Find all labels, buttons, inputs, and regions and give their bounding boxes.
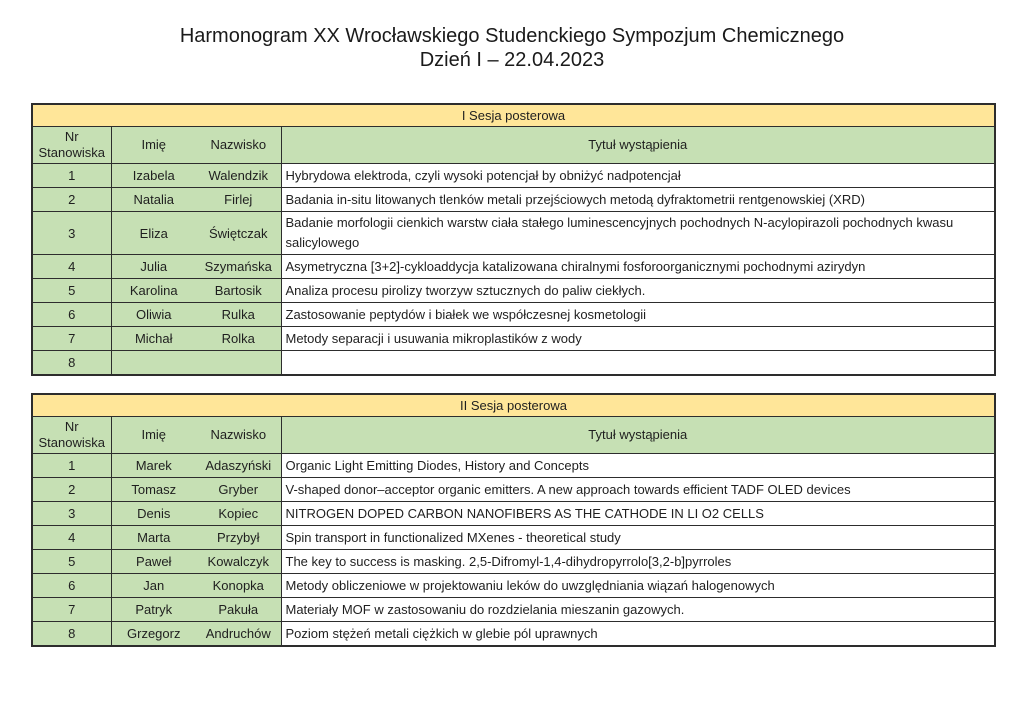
- first-name-cell: Marta: [111, 526, 196, 550]
- table-row: [32, 478, 995, 502]
- talk-title-cell: NITROGEN DOPED CARBON NANOFIBERS AS THE CATHODE IN LI O2 CELLS: [281, 502, 995, 526]
- first-name-cell: Karolina: [111, 279, 196, 303]
- station-number-cell: 3: [32, 502, 111, 526]
- column-header-last-name: Nazwisko: [196, 417, 281, 454]
- table-row: [32, 526, 995, 550]
- talk-title-cell: Badanie morfologii cienkich warstw ciała stałego luminescencyjnych pochodnych N-acylopirazoli pochodnych kwasu salicylowego: [281, 212, 995, 255]
- last-name-cell: Świętczak: [196, 212, 281, 255]
- station-number-cell: 2: [32, 478, 111, 502]
- talk-title-cell: Zastosowanie peptydów i białek we współczesnej kosmetologii: [281, 303, 995, 327]
- table-row: [32, 279, 995, 303]
- column-header-station-number: Nr Stanowiska: [32, 417, 111, 454]
- column-header-row: [32, 127, 995, 164]
- talk-title-cell: [281, 351, 995, 376]
- talk-title-cell: Metody obliczeniowe w projektowaniu leków do uwzględniania wiązań halogenowych: [281, 574, 995, 598]
- page-title: Harmonogram XX Wrocławskiego Studenckiego Sympozjum Chemicznego: [179, 25, 845, 47]
- first-name-cell: Izabela: [111, 164, 196, 188]
- talk-title-cell: The key to success is masking. 2,5-Difromyl-1,4-dihydropyrrolo[3,2-b]pyrroles: [281, 550, 995, 574]
- talk-title-cell: Metody separacji i usuwania mikroplastików z wody: [281, 327, 995, 351]
- last-name-cell: Adaszyński: [196, 454, 281, 478]
- talk-title-cell: Asymetryczna [3+2]-cykloaddycja katalizowana chiralnymi fosforoorganicznymi pochodnymi azirydyn: [281, 255, 995, 279]
- station-number-cell: 6: [32, 574, 111, 598]
- station-number-cell: 4: [32, 255, 111, 279]
- first-name-cell: Marek: [111, 454, 196, 478]
- talk-title-cell: Materiały MOF w zastosowaniu do rozdzielania mieszanin gazowych.: [281, 598, 995, 622]
- table-row: [32, 164, 995, 188]
- table-row: [32, 188, 995, 212]
- session-banner: II Sesja posterowa: [32, 394, 995, 417]
- first-name-cell: Denis: [111, 502, 196, 526]
- last-name-cell: Pakuła: [196, 598, 281, 622]
- station-number-cell: 4: [32, 526, 111, 550]
- station-number-cell: 8: [32, 622, 111, 647]
- talk-title-cell: Poziom stężeń metali ciężkich w glebie pól uprawnych: [281, 622, 995, 647]
- session-banner-row: [32, 104, 995, 127]
- last-name-cell: Walendzik: [196, 164, 281, 188]
- column-header-talk-title: Tytuł wystąpienia: [281, 417, 995, 454]
- column-header-talk-title: Tytuł wystąpienia: [281, 127, 995, 164]
- last-name-cell: Gryber: [196, 478, 281, 502]
- last-name-cell: Kowalczyk: [196, 550, 281, 574]
- talk-title-cell: Badania in-situ litowanych tlenków metali przejściowych metodą dyfraktometrii rentgenowskiej (XRD): [281, 188, 995, 212]
- table-row: [32, 598, 995, 622]
- last-name-cell: Kopiec: [196, 502, 281, 526]
- station-number-cell: 5: [32, 550, 111, 574]
- table-row: [32, 212, 995, 255]
- station-number-cell: 7: [32, 598, 111, 622]
- column-header-station-number: Nr Stanowiska: [32, 127, 111, 164]
- last-name-cell: Szymańska: [196, 255, 281, 279]
- table-row: [32, 351, 995, 376]
- first-name-cell: Oliwia: [111, 303, 196, 327]
- talk-title-cell: Analiza procesu pirolizy tworzyw sztucznych do paliw ciekłych.: [281, 279, 995, 303]
- last-name-cell: Przybył: [196, 526, 281, 550]
- station-number-cell: 1: [32, 454, 111, 478]
- last-name-cell: [196, 351, 281, 376]
- first-name-cell: Patryk: [111, 598, 196, 622]
- first-name-cell: Grzegorz: [111, 622, 196, 647]
- table-row: [32, 550, 995, 574]
- table-row: [32, 502, 995, 526]
- station-number-cell: 6: [32, 303, 111, 327]
- talk-title-cell: Organic Light Emitting Diodes, History and Concepts: [281, 454, 995, 478]
- column-header-row: [32, 417, 995, 454]
- session-banner-row: [32, 394, 995, 417]
- last-name-cell: Andruchów: [196, 622, 281, 647]
- first-name-cell: Paweł: [111, 550, 196, 574]
- table-row: [32, 327, 995, 351]
- station-number-cell: 5: [32, 279, 111, 303]
- column-header-last-name: Nazwisko: [196, 127, 281, 164]
- session-table-1: [31, 103, 996, 376]
- session-banner: I Sesja posterowa: [32, 104, 995, 127]
- station-number-cell: 3: [32, 212, 111, 255]
- station-number-cell: 7: [32, 327, 111, 351]
- table-row: [32, 255, 995, 279]
- first-name-cell: Michał: [111, 327, 196, 351]
- talk-title-cell: V-shaped donor–acceptor organic emitters. A new approach towards efficient TADF OLED devices: [281, 478, 995, 502]
- page-subtitle: Dzień I – 22.04.2023: [419, 49, 605, 71]
- last-name-cell: Firlej: [196, 188, 281, 212]
- table-row: [32, 622, 995, 647]
- table-row: [32, 303, 995, 327]
- first-name-cell: Tomasz: [111, 478, 196, 502]
- first-name-cell: Eliza: [111, 212, 196, 255]
- station-number-cell: 2: [32, 188, 111, 212]
- column-header-first-name: Imię: [111, 127, 196, 164]
- talk-title-cell: Hybrydowa elektroda, czyli wysoki potencjał by obniżyć nadpotencjał: [281, 164, 995, 188]
- station-number-cell: 1: [32, 164, 111, 188]
- last-name-cell: Bartosik: [196, 279, 281, 303]
- table-row: [32, 574, 995, 598]
- table-row: [32, 454, 995, 478]
- first-name-cell: Jan: [111, 574, 196, 598]
- first-name-cell: [111, 351, 196, 376]
- station-number-cell: 8: [32, 351, 111, 376]
- session-table-2: [31, 393, 996, 647]
- last-name-cell: Konopka: [196, 574, 281, 598]
- column-header-first-name: Imię: [111, 417, 196, 454]
- talk-title-cell: Spin transport in functionalized MXenes - theoretical study: [281, 526, 995, 550]
- first-name-cell: Natalia: [111, 188, 196, 212]
- last-name-cell: Rolka: [196, 327, 281, 351]
- last-name-cell: Rulka: [196, 303, 281, 327]
- first-name-cell: Julia: [111, 255, 196, 279]
